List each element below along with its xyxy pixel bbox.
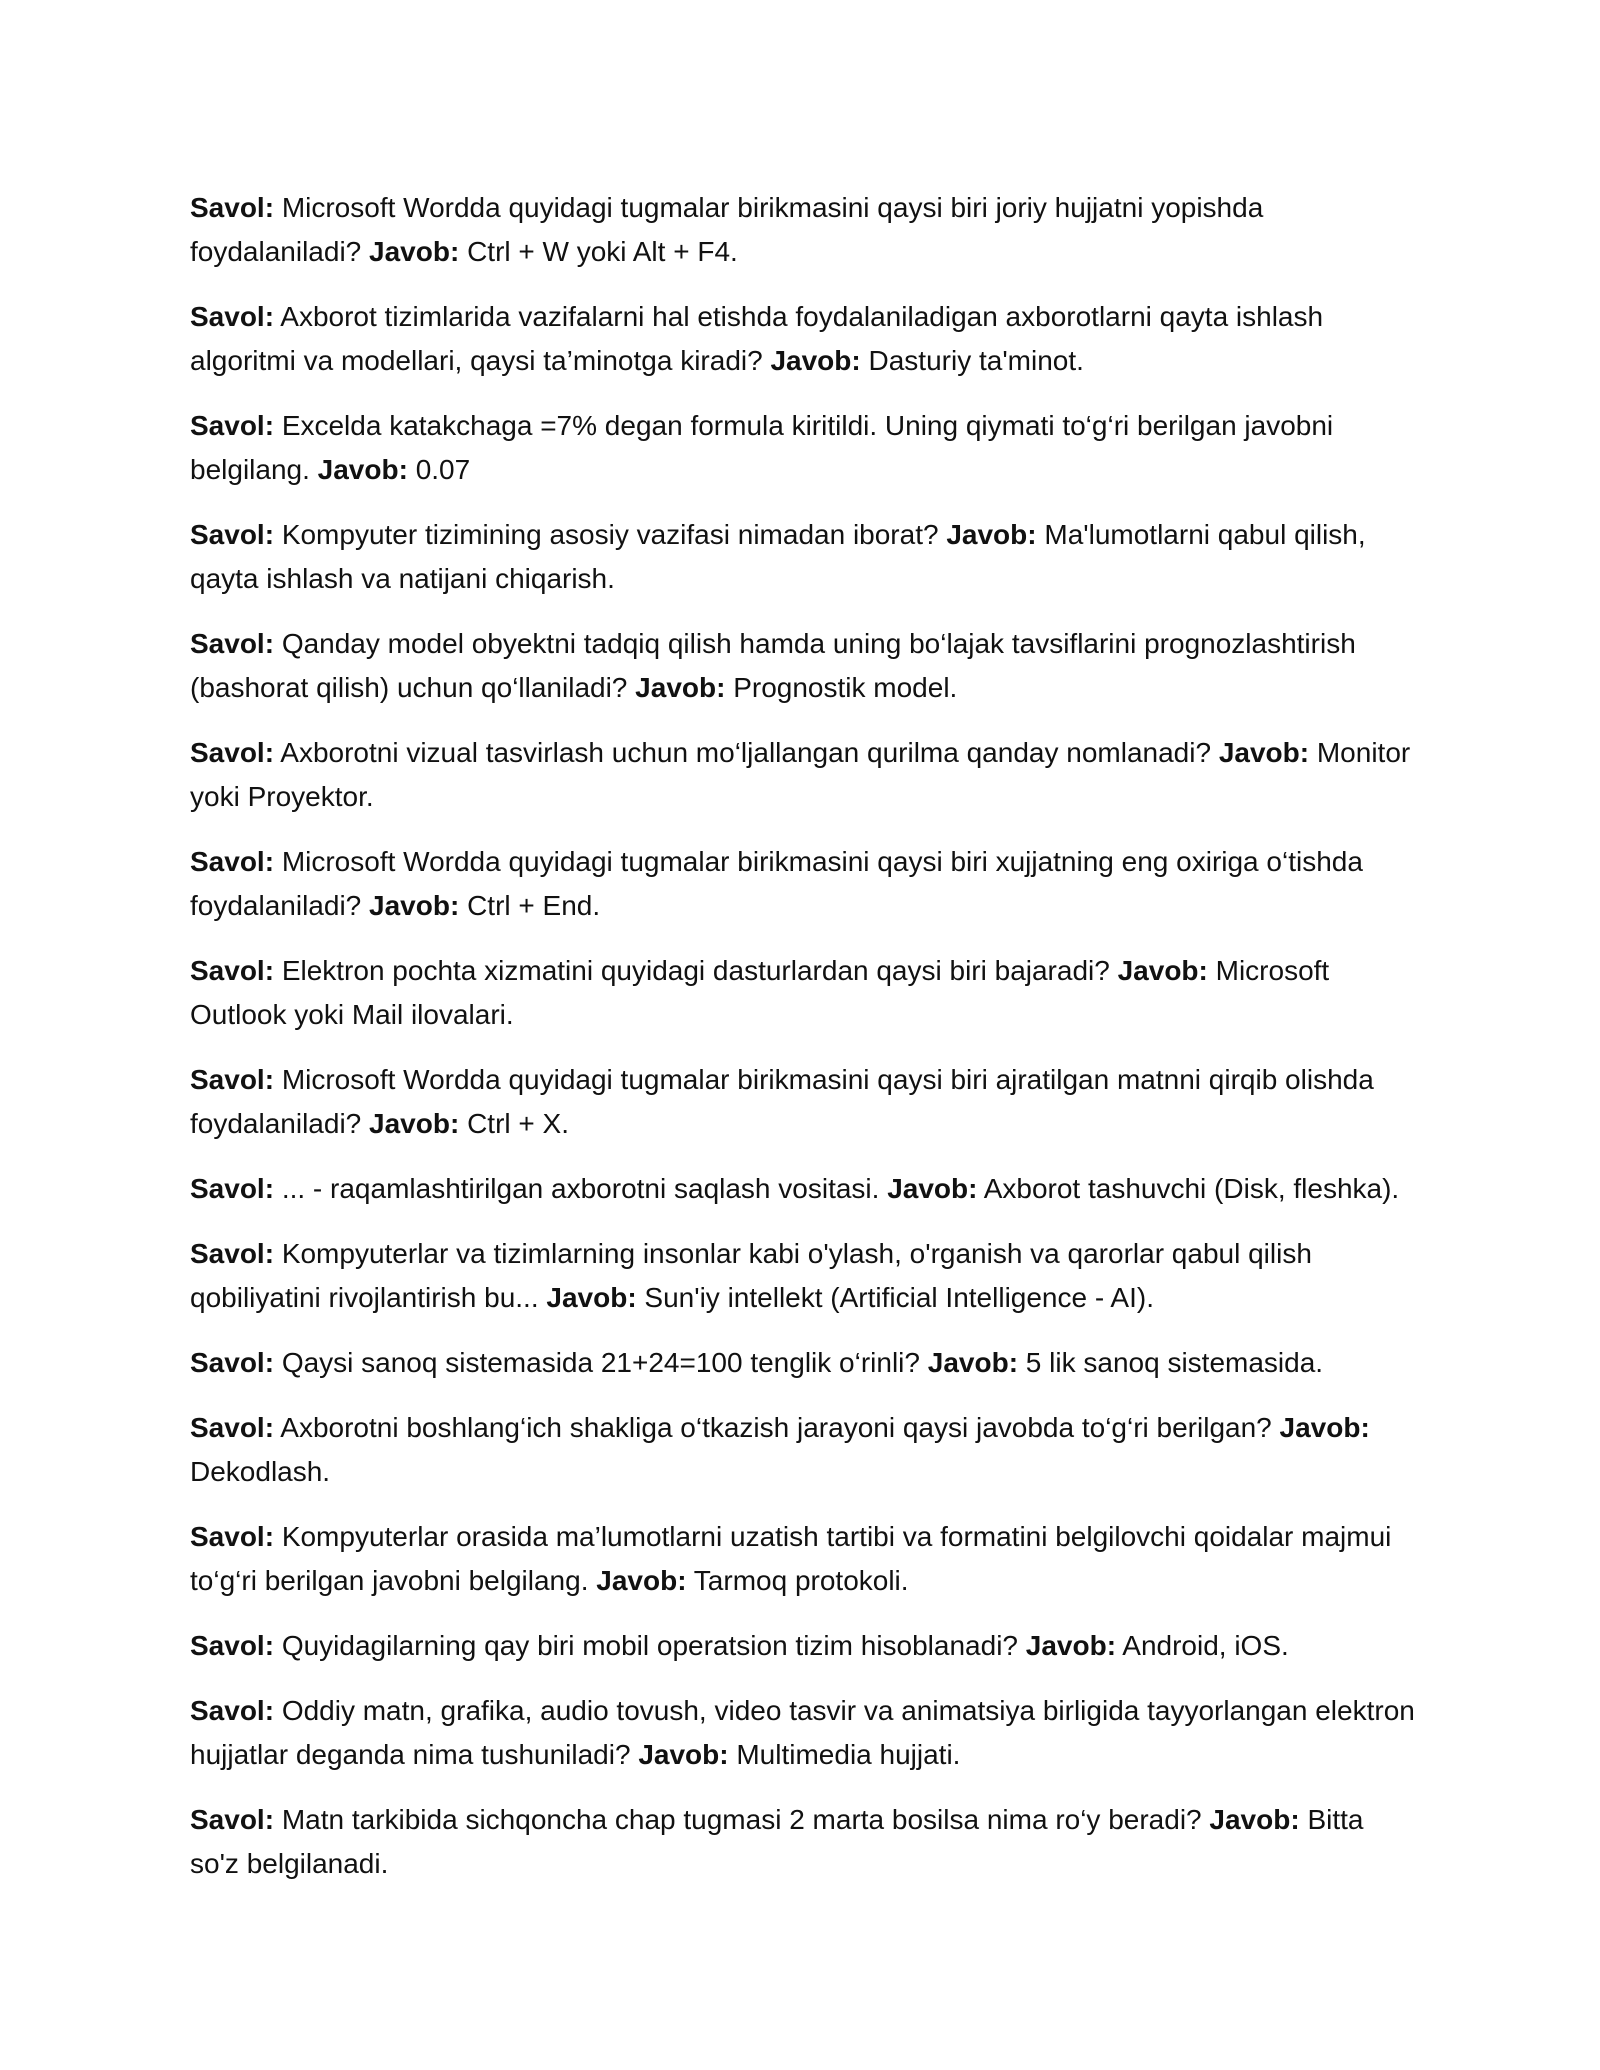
answer-text: Ma'lumotlarni qabul qilish, qayta ishlash va natijani chiqarish. (190, 519, 1366, 594)
answer-text: Ctrl + X. (467, 1108, 569, 1139)
question-text: Microsoft Wordda quyidagi tugmalar birikmasini qaysi biri ajratilgan matnni qirqib olishda foydalaniladi? (190, 1064, 1374, 1139)
qa-item-4 (190, 513, 1420, 601)
question-text: Oddiy matn, grafika, audio tovush, video tasvir va animatsiya birligida tayyorlangan elektron hujjatlar deganda nima tushuniladi? (190, 1695, 1415, 1770)
answer-label: Javob: (1279, 1412, 1370, 1443)
question-label: Savol: (190, 301, 275, 332)
answer-text: 5 lik sanoq sistemasida. (1025, 1347, 1324, 1378)
qa-item-8 (190, 949, 1420, 1037)
question-label: Savol: (190, 1238, 275, 1269)
qa-item-3 (190, 404, 1420, 492)
qa-item-5 (190, 622, 1420, 710)
answer-text: Ctrl + End. (467, 890, 601, 921)
question-label: Savol: (190, 628, 275, 659)
question-text: Microsoft Wordda quyidagi tugmalar birikmasini qaysi biri xujjatning eng oxiriga o‘tishda foydalaniladi? (190, 846, 1363, 921)
qa-item-13 (190, 1406, 1420, 1494)
answer-label: Javob: (1209, 1804, 1300, 1835)
qa-item-10 (190, 1167, 1420, 1211)
qa-item-7 (190, 840, 1420, 928)
answer-text: Axborot tashuvchi (Disk, fleshka). (983, 1173, 1400, 1204)
question-text: Qanday model obyektni tadqiq qilish hamda uning bo‘lajak tavsiflarini prognozlashtirish (bashorat qilish) uchun qo‘llaniladi? (190, 628, 1356, 703)
qa-item-11 (190, 1232, 1420, 1320)
question-label: Savol: (190, 192, 275, 223)
question-text: Quyidagilarning qay biri mobil operatsion tizim hisoblanadi? (281, 1630, 1018, 1661)
qa-item-17 (190, 1798, 1420, 1886)
answer-text: Ctrl + W yoki Alt + F4. (467, 236, 738, 267)
question-label: Savol: (190, 1412, 275, 1443)
answer-label: Javob: (317, 454, 408, 485)
answer-text: Dekodlash. (190, 1456, 331, 1487)
qa-item-6 (190, 731, 1420, 819)
answer-text: Android, iOS. (1122, 1630, 1289, 1661)
question-text: Axborot tizimlarida vazifalarni hal etishda foydalaniladigan axborotlarni qayta ishlash algoritmi va modellari, qaysi ta’minotga kiradi? (190, 301, 1324, 376)
question-text: Microsoft Wordda quyidagi tugmalar birikmasini qaysi biri joriy hujjatni yopishda foydalaniladi? (190, 192, 1264, 267)
answer-label: Javob: (1117, 955, 1208, 986)
question-text: Kompyuterlar va tizimlarning insonlar kabi o'ylash, o'rganish va qarorlar qabul qilish qobiliyatini rivojlantirish bu... (190, 1238, 1312, 1313)
answer-label: Javob: (946, 519, 1037, 550)
qa-item-16 (190, 1689, 1420, 1777)
document-page (190, 186, 1420, 1907)
question-text: Matn tarkibida sichqoncha chap tugmasi 2 marta bosilsa nima ro‘y beradi? (281, 1804, 1202, 1835)
question-text: Elektron pochta xizmatini quyidagi dasturlardan qaysi biri bajaradi? (281, 955, 1110, 986)
question-label: Savol: (190, 1064, 275, 1095)
question-label: Savol: (190, 410, 275, 441)
question-text: Axborotni boshlang‘ich shakliga o‘tkazish jarayoni qaysi javobda to‘g‘ri berilgan? (280, 1412, 1272, 1443)
answer-label: Javob: (369, 236, 460, 267)
question-label: Savol: (190, 1521, 275, 1552)
answer-label: Javob: (887, 1173, 978, 1204)
answer-label: Javob: (1025, 1630, 1117, 1661)
question-label: Savol: (190, 737, 275, 768)
answer-text: Dasturiy ta'minot. (868, 345, 1084, 376)
question-text: Axborotni vizual tasvirlash uchun mo‘ljallangan qurilma qanday nomlanadi? (280, 737, 1212, 768)
qa-item-2 (190, 295, 1420, 383)
answer-label: Javob: (638, 1739, 729, 1770)
question-text: Kompyuterlar orasida ma’lumotlarni uzatish tartibi va formatini belgilovchi qoidalar majmui to‘g‘ri berilgan javobni belgilang. (190, 1521, 1392, 1596)
answer-text: Bitta so'z belgilanadi. (190, 1804, 1364, 1879)
question-label: Savol: (190, 846, 275, 877)
answer-label: Javob: (635, 672, 726, 703)
answer-label: Javob: (770, 345, 861, 376)
answer-label: Javob: (1218, 737, 1310, 768)
qa-item-12 (190, 1341, 1420, 1385)
answer-text: Sun'iy intellekt (Artificial Intelligence - AI). (644, 1282, 1154, 1313)
answer-text: Monitor yoki Proyektor. (190, 737, 1411, 812)
question-text: Excelda katakchaga =7% degan formula kiritildi. Uning qiymati to‘g‘ri berilgan javobni belgilang. (190, 410, 1334, 485)
qa-item-9 (190, 1058, 1420, 1146)
answer-label: Javob: (369, 890, 460, 921)
answer-label: Javob: (596, 1565, 687, 1596)
answer-label: Javob: (927, 1347, 1019, 1378)
question-label: Savol: (190, 1695, 275, 1726)
question-label: Savol: (190, 955, 275, 986)
answer-label: Javob: (369, 1108, 460, 1139)
answer-text: Microsoft Outlook yoki Mail ilovalari. (190, 955, 1330, 1030)
answer-text: Multimedia hujjati. (736, 1739, 961, 1770)
question-label: Savol: (190, 519, 275, 550)
question-text: ... - raqamlashtirilgan axborotni saqlash vositasi. (281, 1173, 880, 1204)
question-label: Savol: (190, 1630, 275, 1661)
qa-item-14 (190, 1515, 1420, 1603)
answer-label: Javob: (546, 1282, 637, 1313)
qa-item-15 (190, 1624, 1420, 1668)
qa-item-1 (190, 186, 1420, 274)
answer-text: Tarmoq protokoli. (693, 1565, 909, 1596)
question-label: Savol: (190, 1804, 275, 1835)
answer-text: 0.07 (415, 454, 471, 485)
question-text: Kompyuter tizimining asosiy vazifasi nimadan iborat? (281, 519, 939, 550)
question-label: Savol: (190, 1173, 275, 1204)
question-label: Savol: (190, 1347, 275, 1378)
question-text: Qaysi sanoq sistemasida 21+24=100 tenglik o‘rinli? (281, 1347, 920, 1378)
answer-text: Prognostik model. (733, 672, 958, 703)
